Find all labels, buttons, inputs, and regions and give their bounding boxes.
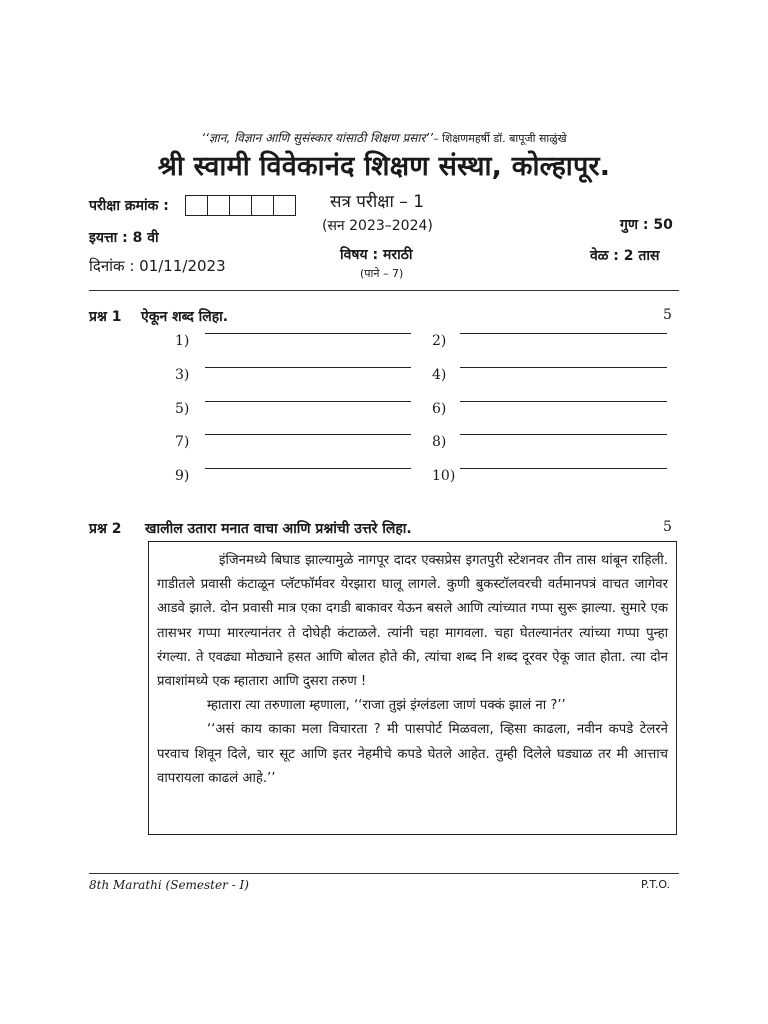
answer-line[interactable] <box>205 367 411 368</box>
seat-box[interactable] <box>230 196 252 215</box>
answer-line[interactable] <box>205 401 411 402</box>
answer-line[interactable] <box>205 333 411 334</box>
answer-line[interactable] <box>460 401 667 402</box>
subject: विषय : मराठी <box>340 247 413 263</box>
q2-number: प्रश्न 2 <box>89 521 122 537</box>
q2-marks: 5 <box>663 519 672 535</box>
seat-number-boxes[interactable] <box>185 195 296 216</box>
passage-paragraph: म्हातारा त्या तरुणाला म्हणाला, ‘‘राजा तुझं इंग्लंडला जाणं पक्कं झालं ना ?’’ <box>207 698 566 714</box>
footer-pto: P.T.O. <box>641 878 671 891</box>
answer-line[interactable] <box>205 434 411 435</box>
header-divider <box>89 290 679 291</box>
time-allowed: वेळ : 2 तास <box>590 248 660 264</box>
blank-number: 1) <box>175 333 190 349</box>
answer-line[interactable] <box>460 333 667 334</box>
blank-number: 5) <box>175 401 190 417</box>
seat-box[interactable] <box>274 196 295 215</box>
seat-number-label: परीक्षा क्रमांक : <box>89 198 169 214</box>
blank-number: 8) <box>432 434 447 450</box>
exam-date: दिनांक : 01/11/2023 <box>89 257 226 275</box>
passage-paragraph: ‘‘असं काय काका मला विचारता ? मी पासपोर्ट मिळवला, व्हिसा काढला, नवीन कपडे टेलरने परवाच शिवून दिले, चार सूट आणि इतर नेहमीचे कपडे घेतले आहेत. तुम्ही दिलेले घड्याळ तर मी आत्ताच वापरायला काढलं आहे.’’ <box>157 722 668 786</box>
blank-number: 7) <box>175 434 190 450</box>
motto <box>0 129 768 146</box>
answer-line[interactable] <box>205 468 411 469</box>
footer-divider <box>89 873 679 874</box>
total-marks: गुण : 50 <box>620 217 673 233</box>
page-count: (पाने – 7) <box>360 267 404 280</box>
answer-line[interactable] <box>460 367 667 368</box>
seat-box[interactable] <box>186 196 208 215</box>
q1-text: ऐकून शब्द लिहा. <box>141 309 229 325</box>
exam-title: सत्र परीक्षा – 1 <box>330 192 425 212</box>
footer-paper-title: 8th Marathi (Semester - I) <box>89 878 249 892</box>
passage-paragraph: इंजिनमध्ये बिघाड झाल्यामुळे नागपूर दादर एक्सप्रेस इगतपुरी स्टेशनवर तीन तास थांबून राहिली. गाडीतले प्रवासी कंटाळून प्लॅटफॉर्मवर येरझारा घालू लागले. कुणी बुकस्टॉलवरची वर्तमानपत्रं वाचत जागेवर आडवे झाले. दोन प्रवासी मात्र एका दगडी बाकावर येऊन बसले आणि त्यांच्यात गप्पा सुरू झाल्या. सुमारे एक तासभर गप्पा मारल्यानंतर ते दोघेही कंटाळले. त्यांनी चहा मागवला. चहा घेतल्यानंतर त्यांच्या गप्पा पुन्हा रंगल्या. ते एवढ्या मोठ्याने हसत आणि बोलत होते की, त्यांचा शब्द नि शब्द दूरवर ऐकू जात होता. त्या दोन प्रवाशांमध्ये एक म्हातारा आणि दुसरा तरुण ! <box>157 553 668 690</box>
institution-title: श्री स्वामी विवेकानंद शिक्षण संस्था, कोल्हापूर. <box>157 151 611 182</box>
academic-year: (सन 2023–2024) <box>322 218 433 234</box>
answer-line[interactable] <box>460 434 667 435</box>
motto-author: – शिक्षणमहर्षी डॉ. बापूजी साळुंखे <box>433 132 567 145</box>
blank-number: 3) <box>175 367 190 383</box>
q2-text: खालील उतारा मनात वाचा आणि प्रश्नांची उत्तरे लिहा. <box>145 521 412 537</box>
q1-marks: 5 <box>663 307 672 323</box>
blank-number: 6) <box>432 401 447 417</box>
class-label: इयत्ता : 8 वी <box>89 230 159 246</box>
blank-number: 10) <box>432 468 456 484</box>
seat-box[interactable] <box>208 196 230 215</box>
motto-text: ‘‘ज्ञान, विज्ञान आणि सुसंस्कार यांसाठी शिक्षण प्रसार’’ <box>201 131 434 145</box>
blank-number: 9) <box>175 468 190 484</box>
blank-number: 2) <box>432 333 447 349</box>
seat-box[interactable] <box>252 196 274 215</box>
answer-line[interactable] <box>460 468 667 469</box>
reading-passage <box>148 541 677 835</box>
blank-number: 4) <box>432 367 447 383</box>
q1-number: प्रश्न 1 <box>89 309 122 325</box>
